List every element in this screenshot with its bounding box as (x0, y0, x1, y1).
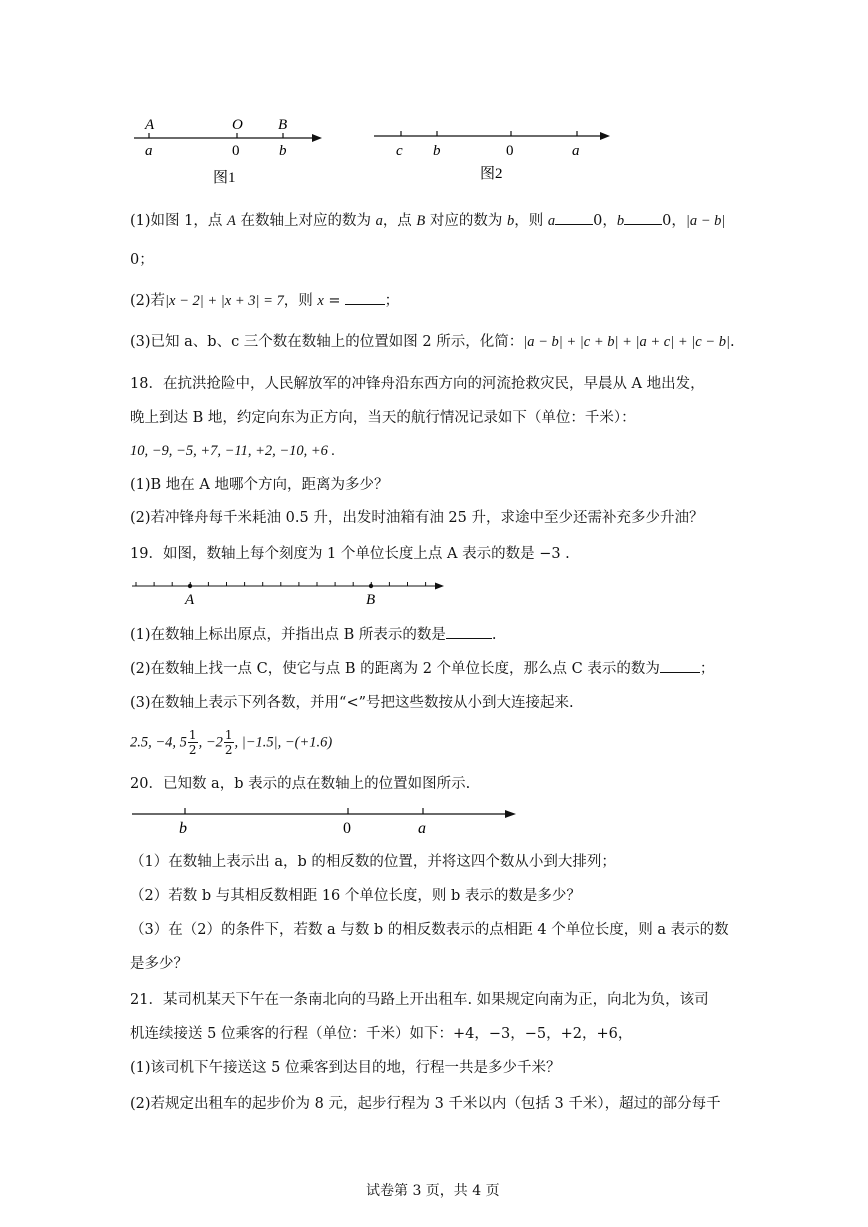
q20-part1: （1）在数轴上表示出 a，b 的相反数的位置，并将这四个数从小到大排列； (130, 854, 616, 870)
q17-p1-text-b: 在数轴上对应的数为 (235, 213, 376, 229)
fig1-value-0: 0 (232, 143, 240, 159)
q19-part2 (130, 658, 714, 679)
answer-blank-3[interactable] (345, 290, 385, 305)
q19-p2-end: ； (699, 661, 715, 677)
q17-p1-text-e: ，则 (514, 213, 548, 229)
q19-fraction-1: $\frac{1}{2}$ (188, 728, 197, 757)
q19-p1-text: (1)在数轴上标出原点，并指出点 B 所表示的数是 (130, 627, 446, 643)
fig1-value-b: b (279, 143, 287, 159)
q17-p1-zero1: 0， (593, 213, 617, 229)
fig1-point-B: B (278, 117, 288, 133)
q17-p2-text-b: ，则 (283, 293, 318, 309)
q19-line1: 19．如图，数轴上每个刻度为 1 个单位长度上点 A 表示的数是 −3 . (130, 546, 570, 562)
q17-p3-text: (3)已知 a、b、c 三个数在数轴上的位置如图 2 所示，化简： (130, 334, 524, 350)
q17-p1-text-a: (1)如图 1，点 (130, 213, 227, 229)
q20-line1: 20．已知数 a，b 表示的点在数轴上的位置如图所示. (130, 776, 471, 792)
q17-p1-text-d: 对应的数为 (425, 213, 507, 229)
q20-part3-line2: 是多少？ (130, 956, 188, 972)
q19-number-line (128, 576, 458, 612)
answer-blank-4[interactable] (446, 624, 492, 639)
q17-p1-var-a: a (375, 213, 383, 229)
q17-p3-expression: |a − b| + |c + b| + |a + c| + |c − b| (523, 334, 730, 350)
q17-p1-text-c: ，点 (382, 213, 417, 229)
q17-p2-text-c: = (323, 293, 341, 309)
q19-number-list (130, 728, 332, 764)
q17-part3 (130, 332, 735, 352)
fig2-value-b: b (433, 143, 441, 159)
q17-p2-equation: |x − 2| + |x + 3| = 7 (165, 293, 284, 309)
fig2-value-a: a (572, 143, 580, 159)
fig1-point-O: O (232, 117, 243, 133)
q19-fraction-2: $\frac{1}{2}$ (224, 728, 233, 757)
q17-p1-var-a2: a (547, 213, 556, 229)
q18-line1: 18．在抗洪抢险中，人民解放军的冲锋舟沿东西方向的河流抢救灾民，早晨从 A 地出发， (130, 376, 705, 392)
q19-part1 (130, 624, 497, 645)
q17-p2-end: ； (384, 293, 400, 309)
fig2-value-0: 0 (506, 143, 514, 159)
q19-point-A: A (185, 592, 195, 608)
q17-p1-var-B: B (416, 213, 426, 229)
q18-part1: (1)B 地在 A 地哪个方向，距离为多少？ (130, 477, 389, 493)
q20-part3-line1: （3）在（2）的条件下，若数 a 与数 b 的相反数表示的点相距 4 个单位长度，则 a 表示的数 (130, 922, 729, 938)
q17-p1-tail: 0； (130, 252, 154, 268)
answer-blank-1[interactable] (555, 210, 593, 225)
q19-nums-c: , |−1.5|, −(+1.6) (234, 734, 333, 751)
q19-part3: (3)在数轴上表示下列各数，并用“<”号把这些数按从小到大连接起来. (130, 695, 574, 711)
q17-part1-line1 (130, 210, 725, 231)
q18-line2: 晚上到达 B 地，约定向东为正方向，当天的航行情况记录如下（单位：千米）： (130, 410, 636, 426)
q17-part1-line2 (130, 250, 154, 270)
fig1-caption: 图1 (213, 170, 236, 186)
q17-p1-var-b: b (507, 213, 515, 229)
fig2-caption: 图2 (480, 166, 503, 182)
q19-p1-end: . (491, 627, 497, 643)
figure-2-number-line (370, 112, 620, 192)
q19-nums-b: , −2 (198, 734, 223, 751)
q20-axis-0: 0 (343, 820, 351, 837)
q20-number-line (128, 800, 528, 840)
q21-part1: (1)该司机下午接送这 5 位乘客到达目的地，行程一共是多少千米？ (130, 1060, 561, 1076)
q17-p1-var-A: A (226, 213, 236, 229)
q18-part2: (2)若冲锋舟每千米耗油 0.5 升，出发时油箱有油 25 升，求途中至少还需补充多少升油？ (130, 510, 704, 526)
q21-line1: 21．某司机某天下午在一条南北向的马路上开出租车. 如果规定向南为正，向北为负，该司 (130, 992, 709, 1008)
q18-data-list: 10, −9, −5, +7, −11, +2, −10, +6 . (130, 443, 336, 459)
q20-axis-a: a (418, 820, 426, 837)
answer-blank-5[interactable] (660, 658, 700, 673)
fig2-value-c: c (396, 143, 403, 159)
q17-part2 (130, 290, 399, 311)
q19-nums-a: 2.5, −4, 5 (130, 734, 187, 751)
fig1-value-a: a (145, 143, 153, 159)
q21-line2: 机连续接送 5 位乘客的行程（单位：千米）如下：+4，−3，−5，+2，+6， (130, 1026, 633, 1042)
q20-axis-b: b (179, 820, 187, 837)
fig1-point-A: A (145, 117, 155, 133)
q17-p2-text-a: (2)若 (130, 293, 166, 309)
page-footer: 试卷第 3 页，共 4 页 (366, 1183, 500, 1199)
figure-1-number-line (130, 112, 330, 192)
answer-blank-2[interactable] (624, 210, 662, 225)
q19-p2-text: (2)在数轴上找一点 C，使它与点 B 的距离为 2 个单位长度，那么点 C 表示的数为 (130, 661, 660, 677)
q21-part2: (2)若规定出租车的起步价为 8 元，起步行程为 3 千米以内（包括 3 千米），超过的部分每千 (130, 1096, 721, 1112)
q17-p1-var-b2: b (616, 213, 625, 229)
q19-point-B: B (366, 592, 376, 608)
q17-p3-end: . (729, 334, 735, 350)
q17-p2-var-x: x (317, 293, 324, 309)
q17-p1-abs-expr: |a − b| (685, 213, 726, 229)
q20-part2: （2）若数 b 与其相反数相距 16 个单位长度，则 b 表示的数是多少？ (130, 888, 581, 904)
q17-p1-zero2: 0， (662, 213, 686, 229)
